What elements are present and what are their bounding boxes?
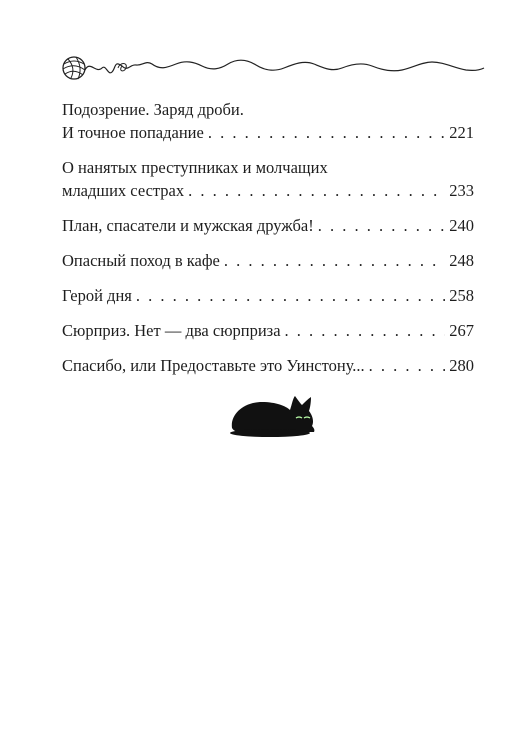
sleeping-cat-icon <box>226 392 316 438</box>
dot-leader <box>208 121 445 144</box>
thread-line <box>85 60 484 73</box>
toc-entry-title: И точное попадание <box>62 123 204 142</box>
toc-entry-title: План, спасатели и мужская дружба! <box>62 216 314 235</box>
dot-leader <box>369 354 446 377</box>
toc-entry-leader-line <box>62 179 474 202</box>
toc-page-number: 280 <box>449 356 474 375</box>
toc-entry <box>62 354 474 377</box>
toc-entry-title: Герой дня <box>62 286 132 305</box>
yarn-ball-icon <box>63 57 85 79</box>
toc-entry-title-line: Подозрение. Заряд дроби. <box>62 100 244 119</box>
toc-entry-leader-line <box>62 214 474 237</box>
toc-page-number: 248 <box>449 251 474 270</box>
table-of-contents <box>62 98 474 389</box>
toc-entry-leader-line <box>62 249 474 272</box>
toc-page-number: 240 <box>449 216 474 235</box>
toc-entry-leader-line <box>62 319 474 342</box>
toc-entry <box>62 156 474 202</box>
toc-entry-title: Спасибо, или Предоставьте это Уинстону... <box>62 356 365 375</box>
toc-entry <box>62 214 474 237</box>
toc-page-number: 267 <box>449 321 474 340</box>
toc-entry-title-line: О нанятых преступниках и молчащих <box>62 158 328 177</box>
toc-entry-title: Сюрприз. Нет — два сюрприза <box>62 321 281 340</box>
toc-entry-leader-line <box>62 354 474 377</box>
dot-leader <box>285 319 446 342</box>
dot-leader <box>224 249 445 272</box>
toc-page-number: 233 <box>449 181 474 200</box>
yarn-ball-thread-ornament <box>56 46 486 86</box>
toc-entry-leader-line <box>62 121 474 144</box>
dot-leader <box>136 284 445 307</box>
toc-page-number: 221 <box>449 123 474 142</box>
dot-leader <box>188 179 445 202</box>
toc-entry-leader-line <box>62 284 474 307</box>
toc-entry <box>62 249 474 272</box>
toc-entry <box>62 284 474 307</box>
toc-entry <box>62 319 474 342</box>
dot-leader <box>318 214 446 237</box>
toc-page-number: 258 <box>449 286 474 305</box>
toc-entry <box>62 98 474 144</box>
toc-entry-title: Опасный поход в кафе <box>62 251 220 270</box>
toc-entry-title: младших сестрах <box>62 181 185 200</box>
